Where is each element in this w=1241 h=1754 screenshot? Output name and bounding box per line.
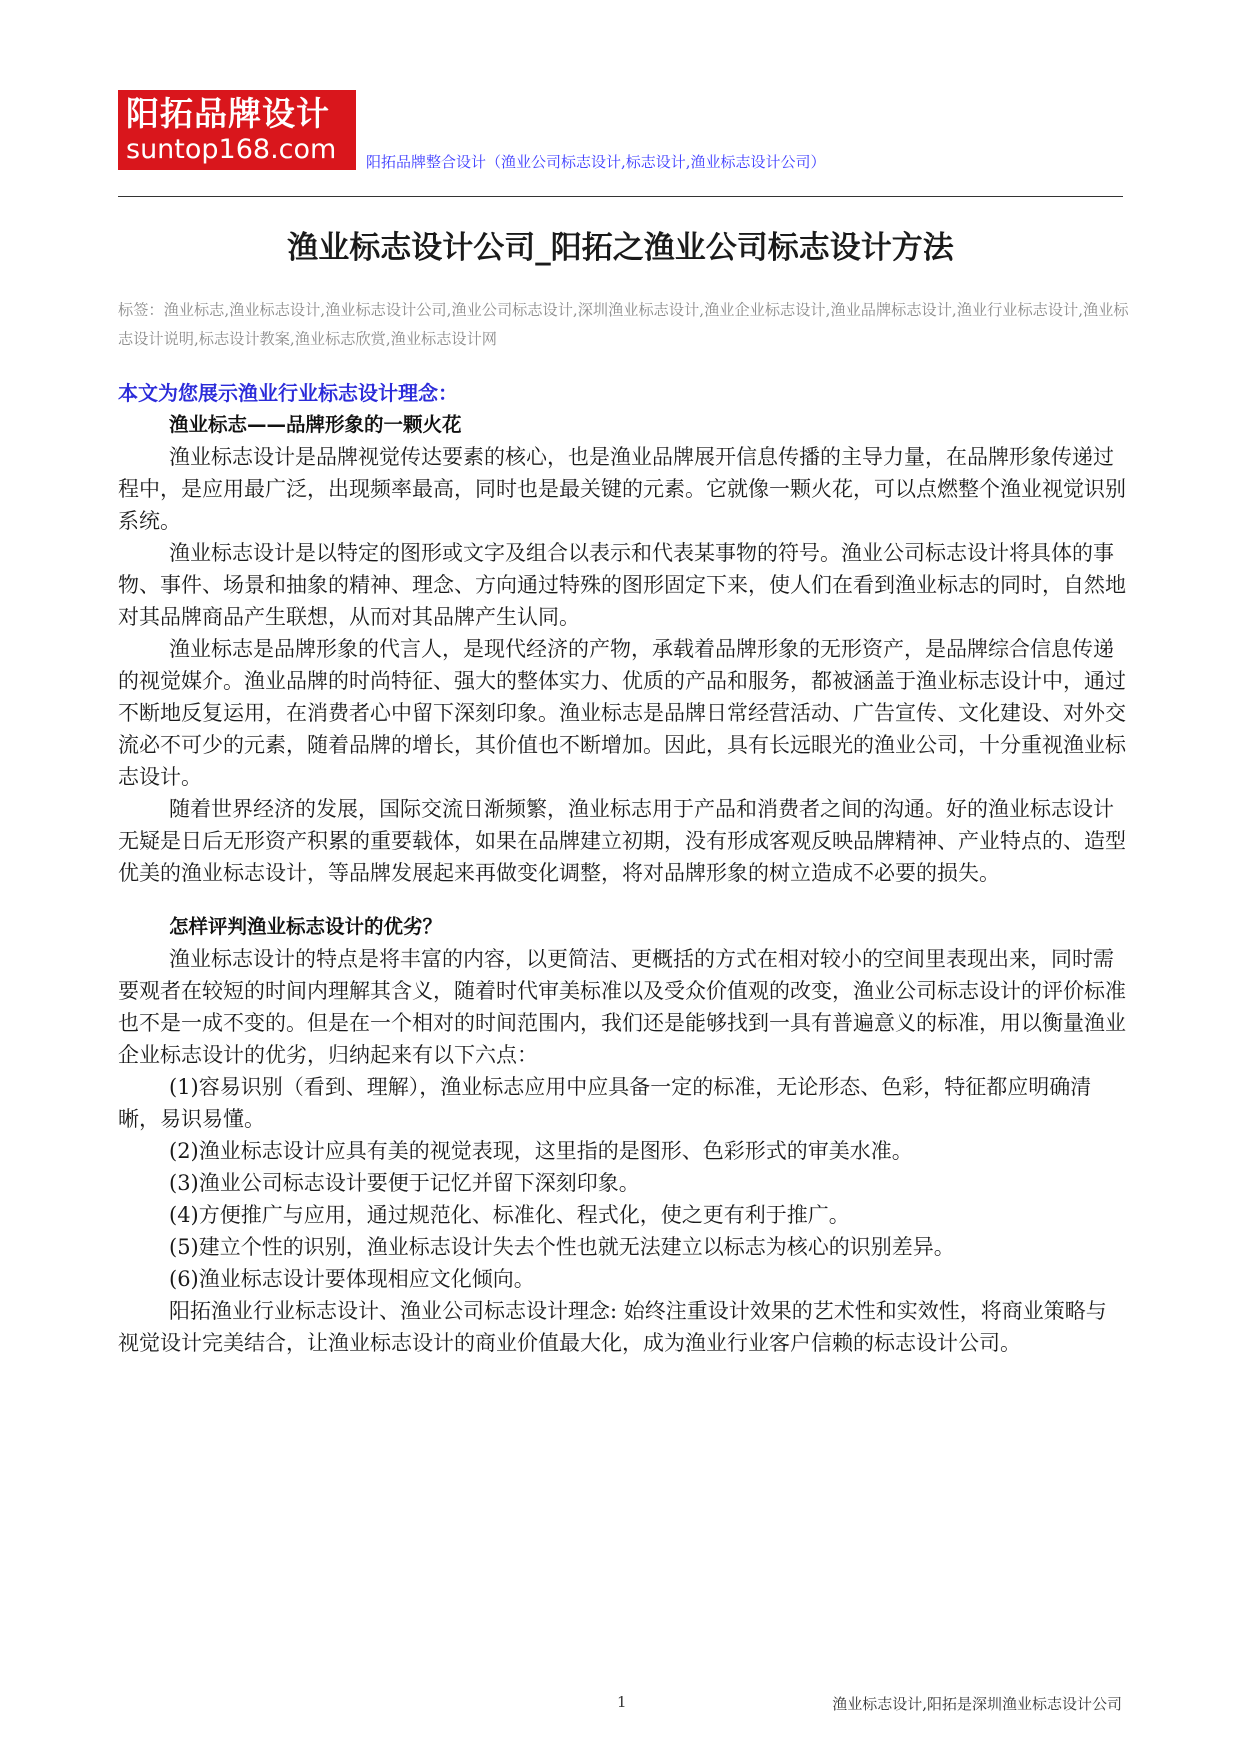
tags-line: 标签：渔业标志,渔业标志设计,渔业标志设计公司,渔业公司标志设计,深圳渔业标志设计,渔业企业标志设计,渔业品牌标志设计,渔业行业标志设计,渔业标志设计说明,标志设计教案,渔业标志欣赏,渔业标志设计网 [118,301,1129,348]
page-number: 1 [617,1693,627,1711]
header-divider [118,196,1123,197]
paragraph: 渔业标志是品牌形象的代言人，是现代经济的产物，承载着品牌形象的无形资产，是品牌综合信息传递的视觉媒介。渔业品牌的时尚特征、强大的整体实力、优质的产品和服务，都被涵盖于渔业标志设计中，通过不断地反复运用，在消费者心中留下深刻印象。渔业标志是品牌日常经营活动、广告宣传、文化建设、对外交流必不可少的元素，随着品牌的增长，其价值也不断增加。因此，具有长远眼光的渔业公司，十分重视渔业标志设计。 [118,637,1126,789]
list-item: (2)渔业标志设计应具有美的视觉表现，这里指的是图形、色彩形式的审美水准。 [169,1139,913,1163]
logo-chinese-text: 阳拓品牌设计 [126,94,330,133]
list-item: (5)建立个性的识别，渔业标志设计失去个性也就无法建立以标志为核心的识别差异。 [169,1235,955,1259]
footer-text: 渔业标志设计,阳拓是深圳渔业标志设计公司 [832,1695,1122,1713]
list-item: (6)渔业标志设计要体现相应文化倾向。 [169,1267,535,1291]
list-item: (4)方便推广与应用，通过规范化、标准化、程式化，使之更有利于推广。 [169,1203,850,1227]
brand-logo [118,90,356,170]
paragraph: 随着世界经济的发展，国际交流日渐频繁，渔业标志用于产品和消费者之间的沟通。好的渔业标志设计无疑是日后无形资产积累的重要载体，如果在品牌建立初期，没有形成客观反映品牌精神、产业特点的、造型优美的渔业标志设计，等品牌发展起来再做变化调整，将对品牌形象的树立造成不必要的损失。 [118,797,1126,885]
logo-domain-text: suntop168.com [126,134,337,165]
section1-heading: 渔业标志——品牌形象的一颗火花 [169,413,462,436]
list-item: (1)容易识别（看到、理解），渔业标志应用中应具备一定的标准，无论形态、色彩，特征都应明确清晰，易识易懂。 [118,1075,1092,1131]
paragraph: 阳拓渔业行业标志设计、渔业公司标志设计理念: 始终注重设计效果的艺术性和实效性，将商业策略与视觉设计完美结合，让渔业标志设计的商业价值最大化，成为渔业行业客户信赖的标志设计公司。 [118,1299,1107,1355]
list-item: (3)渔业公司标志设计要便于记忆并留下深刻印象。 [169,1171,640,1195]
article-body [118,377,1126,1359]
paragraph: 渔业标志设计是品牌视觉传达要素的核心，也是渔业品牌展开信息传播的主导力量，在品牌形象传递过程中，是应用最广泛，出现频率最高，同时也是最关键的元素。它就像一颗火花，可以点燃整个渔业视觉识别系统。 [118,445,1126,533]
document-title: 渔业标志设计公司_阳拓之渔业公司标志设计方法 [287,230,954,266]
section2-heading: 怎样评判渔业标志设计的优劣？ [169,915,443,938]
section-gap [118,889,1126,911]
paragraph: 渔业标志设计的特点是将丰富的内容，以更简洁、更概括的方式在相对较小的空间里表现出来，同时需要观者在较短的时间内理解其含义，随着时代审美标准以及受众价值观的改变，渔业公司标志设计的评价标准也不是一成不变的。但是在一个相对的时间范围内，我们还是能够找到一具有普遍意义的标准，用以衡量渔业企业标志设计的优劣，归纳起来有以下六点： [118,947,1126,1067]
header-tagline: 阳拓品牌整合设计（渔业公司标志设计,标志设计,渔业标志设计公司） [366,153,826,171]
intro-heading: 本文为您展示渔业行业标志设计理念： [118,381,458,405]
paragraph: 渔业标志设计是以特定的图形或文字及组合以表示和代表某事物的符号。渔业公司标志设计将具体的事物、事件、场景和抽象的精神、理念、方向通过特殊的图形固定下来，使人们在看到渔业标志的同时，自然地对其品牌商品产生联想，从而对其品牌产生认同。 [118,541,1126,629]
